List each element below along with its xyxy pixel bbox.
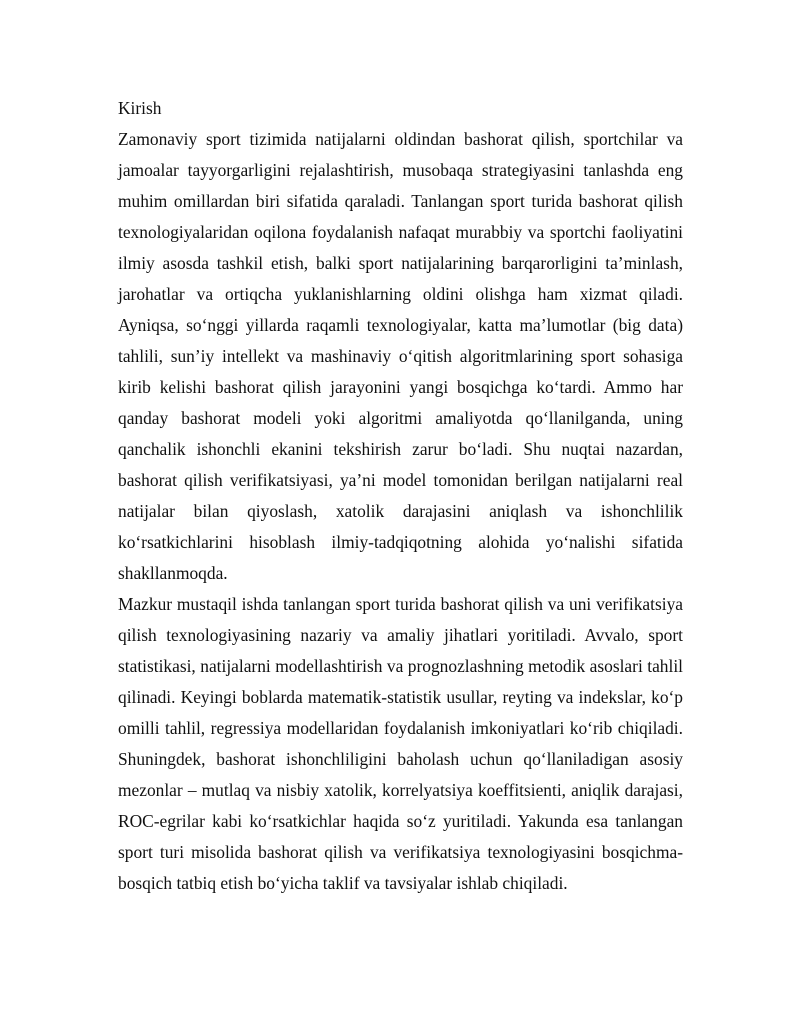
paragraph-scope: Mazkur mustaqil ishda tanlangan sport turida bashorat qilish va uni verifikatsiya qilish texnologiyasining nazariy va amaliy jihatlari yoritiladi. Avvalo, sport statistikasi, natijalarni modellashtirish va prognozlashning metodik asoslari tahlil qilinadi. Keyingi boblarda matematik-statistik usullar, reyting va indekslar, ko‘p omilli tahlil, regressiya modellaridan foydalanish imkoniyatlari ko‘rib chiqiladi. Shuningdek, bashorat ishonchliligini baholash uchun qo‘llaniladigan asosiy mezonlar – mutlaq va nisbiy xatolik, korrelyatsiya koeffitsienti, aniqlik darajasi, ROC-egrilar kabi ko‘rsatkichlar haqida so‘z yuritiladi. Yakunda esa tanlangan sport turi misolida bashorat qilish va verifikatsiya texnologiyasini bosqichma-bosqich tatbiq etish bo‘yicha taklif va tavsiyalar ishlab chiqiladi. xyxy=(118,594,683,893)
document-page xyxy=(118,93,683,899)
section-heading: Kirish xyxy=(118,98,162,118)
paragraph-intro: Zamonaviy sport tizimida natijalarni oldindan bashorat qilish, sportchilar va jamoalar tayyorgarligini rejalashtirish, musobaqa strategiyasini tanlashda eng muhim omillardan biri sifatida qaraladi. Tanlangan sport turida bashorat qilish texnologiyalaridan oqilona foydalanish nafaqat murabbiy va sportchi faoliyatini ilmiy asosda tashkil etish, balki sport natijalarining barqarorligini ta’minlash, jarohatlar va ortiqcha yuklanishlarning oldini olishga ham xizmat qiladi. Ayniqsa, so‘nggi yillarda raqamli texnologiyalar, katta ma’lumotlar (big data) tahlili, sun’iy intellekt va mashinaviy o‘qitish algoritmlarining sport sohasiga kirib kelishi bashorat qilish jarayonini yangi bosqichga ko‘tardi. Ammo har qanday bashorat modeli yoki algoritmi amaliyotda qo‘llanilganda, uning qanchalik ishonchli ekanini tekshirish zarur bo‘ladi. Shu nuqtai nazardan, bashorat qilish verifikatsiyasi, ya’ni model tomonidan berilgan natijalarni real natijalar bilan qiyoslash, xatolik darajasini aniqlash va ishonchlilik ko‘rsatkichlarini hisoblash ilmiy-tadqiqotning alohida yo‘nalishi sifatida shakllanmoqda. xyxy=(118,129,683,583)
